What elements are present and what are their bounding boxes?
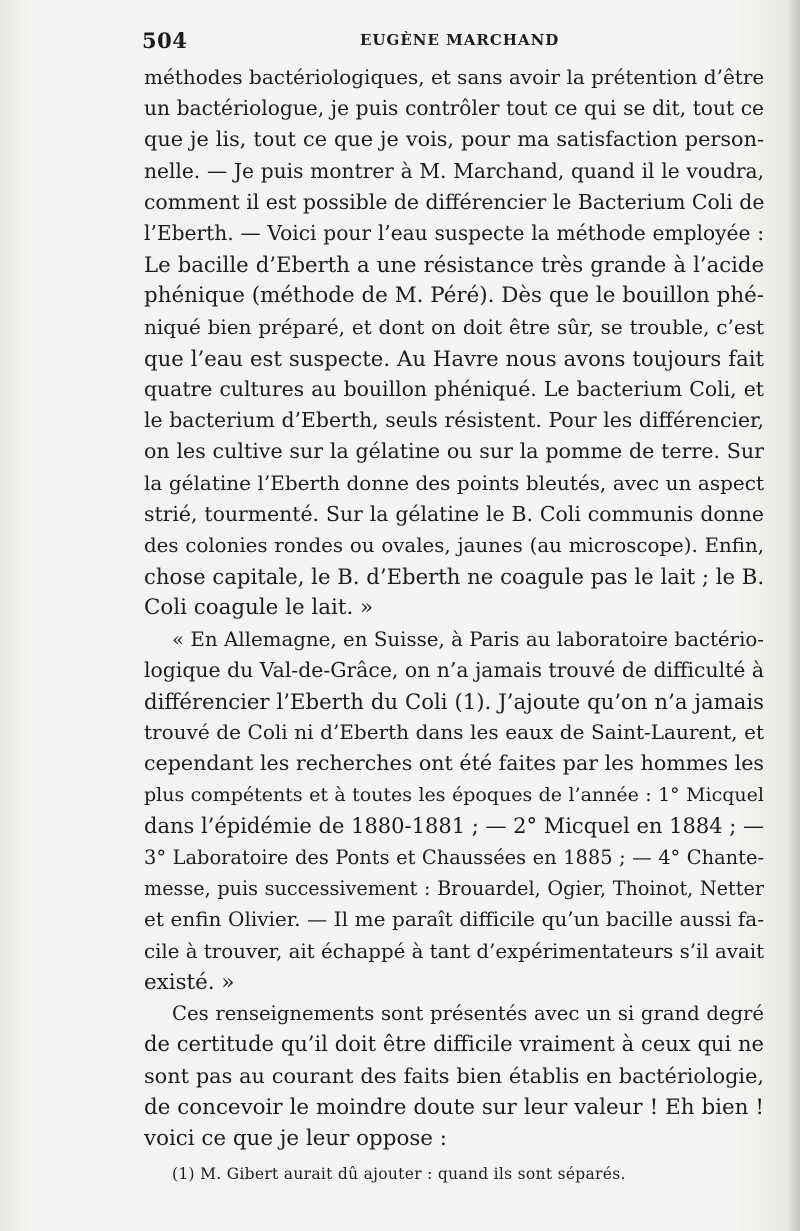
text-line: le bacterium d’Eberth, seuls résistent. Pour les différencier, (144, 408, 764, 433)
text-line: de concevoir le moindre doute sur leur valeur ! Eh bien ! (144, 1094, 764, 1120)
text-line: l’Eberth. — Voici pour l’eau suspecte la méthode employée : (144, 221, 764, 246)
text-line: Coli coagule le lait. » (144, 595, 374, 621)
text-line: que je lis, tout ce que je vois, pour ma satisfaction person- (144, 127, 764, 152)
text-line: Le bacille d’Eberth a une résistance très grande à l’acide (144, 252, 764, 278)
text-line: messe, puis successivement : Brouardel, Ogier, Thoinot, Netter (144, 877, 764, 901)
text-line: voici ce que je leur oppose : (144, 1125, 447, 1151)
text-line: cile à trouver, ait échappé à tant d’expérimentateurs s’il avait (144, 939, 765, 963)
text-line: strié, tourmenté. Sur la gélatine le B. Coli communis donne (144, 501, 764, 526)
text-line: cependant les recherches ont été faites par les hommes les (144, 751, 764, 776)
text-line: différencier l’Eberth du Coli (1). J’ajoute qu’on n’a jamais (144, 689, 764, 715)
text-line: Ces renseignements sont présentés avec un si grand degré (172, 1002, 764, 1026)
footnote: (1) M. Gibert aurait dû ajouter : quand ils sont séparés. (172, 1165, 626, 1183)
text-line: nelle. — Je puis montrer à M. Marchand, quand il le voudra, (144, 158, 764, 183)
text-line: un bactériologue, je puis contrôler tout ce qui se dit, tout ce (144, 96, 764, 121)
text-line: trouvé de Coli ni d’Eberth dans les eaux de Saint-Laurent, et (144, 720, 764, 745)
text-line: quatre cultures au bouillon phéniqué. Le bacterium Coli, et (144, 377, 764, 402)
text-line: phénique (méthode de M. Péré). Dès que le bouillon phé- (144, 283, 764, 309)
text-line: chose capitale, le B. d’Eberth ne coagule pas le lait ; le B. (144, 564, 765, 590)
text-line: comment il est possible de différencier le Bacterium Coli de (144, 189, 765, 214)
text-line: 3° Laboratoire des Ponts et Chaussées en 1885 ; — 4° Chante- (144, 846, 764, 870)
text-line: sont pas au courant des faits bien établis en bactériologie, (144, 1063, 764, 1088)
body-text (144, 62, 764, 1154)
text-line: et enfin Olivier. — Il me paraît difficile qu’un bacille aussi fa- (144, 907, 764, 932)
text-line: on les cultive sur la gélatine ou sur la pomme de terre. Sur (144, 439, 764, 464)
text-line: dans l’épidémie de 1880-1881 ; — 2° Micquel en 1884 ; — (144, 813, 764, 838)
text-line: existé. » (144, 969, 235, 995)
page-header (142, 28, 766, 58)
running-head: EUGÈNE MARCHAND (360, 31, 560, 49)
text-line: la gélatine l’Eberth donne des points bleutés, avec un aspect (144, 470, 764, 495)
page-number: 504 (142, 28, 188, 53)
text-line: méthodes bactériologiques, et sans avoir la prétention d’être (144, 65, 765, 89)
text-line: « En Allemagne, en Suisse, à Paris au laboratoire bactério- (172, 627, 764, 651)
text-line: plus compétents et à toutes les époques de l’année : 1° Micquel (144, 783, 764, 806)
text-line: des colonies rondes ou ovales, jaunes (au microscope). Enfin, (144, 534, 764, 558)
text-line: niqué bien préparé, et dont on doit être sûr, se trouble, c’est (144, 314, 764, 339)
text-line: que l’eau est suspecte. Au Havre nous avons toujours fait (144, 345, 764, 371)
text-line: de certitude qu’il doit être difficile vraiment à ceux qui ne (144, 1032, 764, 1057)
text-line: logique du Val-de-Grâce, on n’a jamais trouvé de difficulté à (144, 657, 765, 682)
page-edge-shadow (786, 0, 800, 1231)
